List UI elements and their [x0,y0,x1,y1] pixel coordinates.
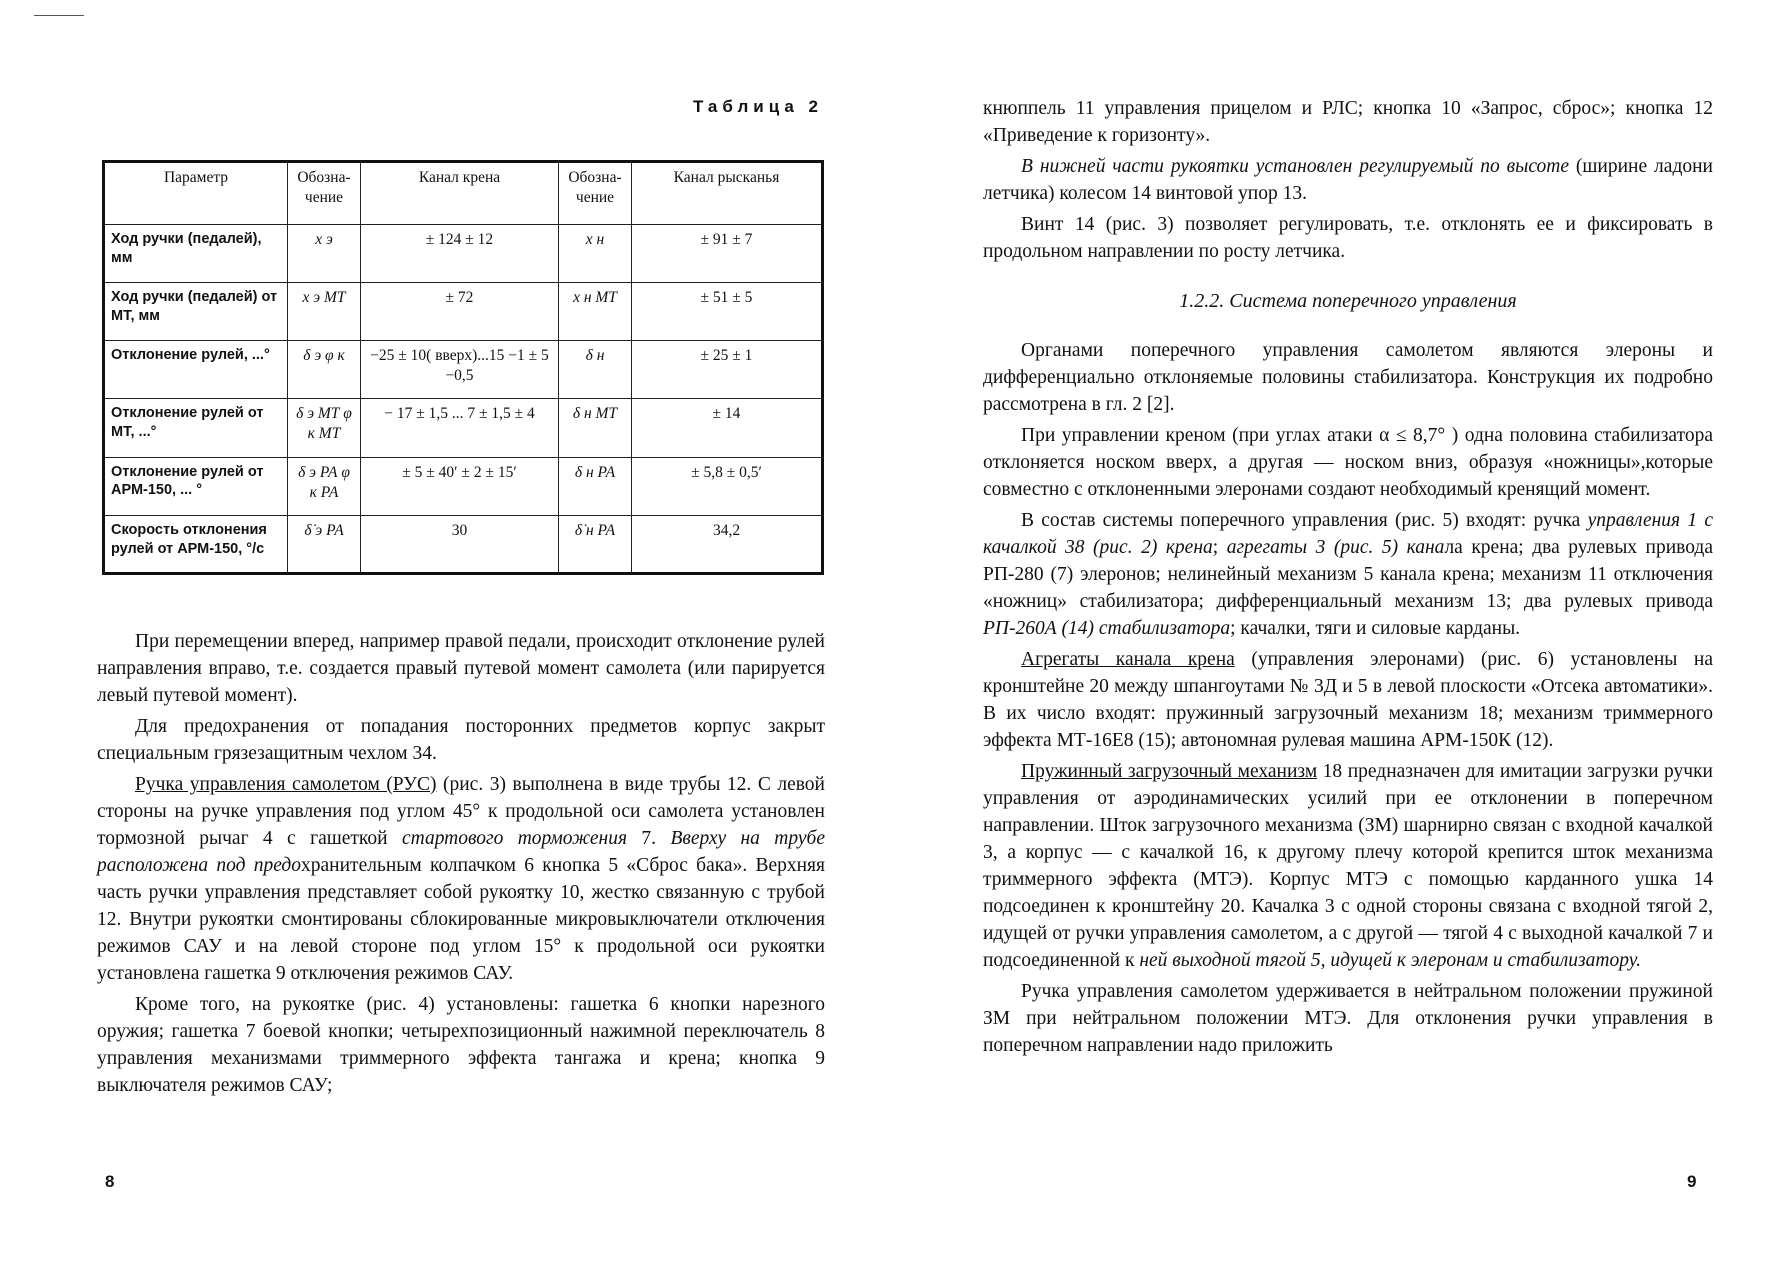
roll-value-cell: ± 124 ± 12 [361,225,559,283]
header-parameter: Параметр [104,162,288,225]
symbol-cell: δ н МТ [559,399,632,457]
param-cell: Ход ручки (педалей), мм [104,225,288,283]
term-spring-mechanism: Пружинный загрузочный механизм [1021,761,1318,782]
yaw-value-cell: ± 51 ± 5 [632,283,823,341]
table-row [104,515,823,573]
symbol-cell: δ э φ к [288,341,361,399]
page-number-left: 8 [105,1172,115,1191]
paragraph: При управлении креном (при углах атаки α ≤ 8,7° ) одна половина стабилизатора отклоняется носком вверх, а другая — носком вниз, образуя «ножницы»,которые совместно с отклоненными элеронами создают необходимый кренящий момент. [983,425,1713,500]
header-symbol-yaw: Обозна-чение [559,162,632,225]
table-header-row [104,162,823,225]
param-cell: Скорость отклонения рулей от АРМ-150, °/с [104,515,288,573]
yaw-value-cell: ± 91 ± 7 [632,225,823,283]
paragraph: Ручка управления самолетом (РУС) (рис. 3) выполнена в виде трубы 12. С левой стороны на ручке управления под углом 45° к продольной оси самолета установлен тормозной рычаг 4 с гашеткой стартового торможения 7. Вверху на трубе расположена под предохранительным колпачком 6 кнопка 5 «Сброс бака». Верхняя часть ручки управления представляет собой рукоятку 10, жестко связанную с трубой 12. Внутри рукоятки смонтированы сблокированные микровыключатели отключения режимов САУ и на левой стороне под углом 15° к продольной оси рукоятки установлена гашетка 9 отключения режимов САУ. [97,774,825,984]
roll-value-cell: − 17 ± 1,5 ... 7 ± 1,5 ± 4 [361,399,559,457]
yaw-value-cell: ± 14 [632,399,823,457]
term-roll-units: Агрегаты канала крена [1021,649,1235,670]
term-rus: Ручка управления самолетом (РУС) [135,774,437,795]
left-page [0,0,893,1263]
symbol-cell: x н [559,225,632,283]
param-cell: Отклонение рулей от МТ, ...° [104,399,288,457]
page-number-right: 9 [1687,1172,1697,1191]
paragraph: Кроме того, на рукоятке (рис. 4) установлены: гашетка 6 кнопки нарезного оружия; гашетка 7 боевой кнопки; четырехпозиционный нажимной переключатель 8 управления механизмами триммерного эффекта тангажа и крена; кнопка 9 выключателя режимов САУ; [97,994,825,1096]
left-body-text [97,628,825,1103]
right-page [893,0,1787,1263]
right-body-text-main [983,337,1713,1063]
paragraph: кнюппель 11 управления прицелом и РЛС; кнопка 10 «Запрос, сброс»; кнопка 12 «Приведение к горизонту». [983,98,1713,146]
symbol-cell: δ н [559,341,632,399]
paragraph: Органами поперечного управления самолетом являются элероны и дифференциально отклоняемые половины стабилизатора. Конструкция их подробно рассмотрена в гл. 2 [2]. [983,340,1713,415]
symbol-cell: δ э РА φ к РА [288,457,361,515]
header-yaw-channel: Канал рысканья [632,162,823,225]
roll-value-cell: −25 ± 10( вверх)...15 −1 ± 5 −0,5 [361,341,559,399]
yaw-value-cell: ± 25 ± 1 [632,341,823,399]
symbol-cell: δ̇ э РА [288,515,361,573]
paragraph: Для предохранения от попадания посторонних предметов корпус закрыт специальным грязезащитным чехлом 34. [97,716,825,764]
symbol-cell: x э МТ [288,283,361,341]
symbol-cell: x э [288,225,361,283]
paragraph: Винт 14 (рис. 3) позволяет регулировать, т.е. отклонять ее и фиксировать в продольном направлении по росту летчика. [983,214,1713,262]
yaw-value-cell: 34,2 [632,515,823,573]
symbol-cell: δ н РА [559,457,632,515]
paragraph: Пружинный загрузочный механизм 18 предназначен для имитации загрузки ручки управления от аэродинамических усилий при ее отклонении в поперечном направлении. Шток загрузочного механизма (ЗМ) шарнирно связан с входной качалкой 3, а корпус — с качалкой 16, к другому плечу которой крепится шток механизма триммерного эффекта (МТЭ). Корпус МТЭ с помощью карданного ушка 14 подсоединен к кронштейну 20. Качалка 3 с одной стороны связана с входной тягой 2, идущей от ручки управления самолетом, а с другой — тягой 4 с выходной качалкой 7 и подсоединенной к ней выходной тягой 5, идущей к элеронам и стабилизатору. [983,761,1713,971]
roll-value-cell: ± 72 [361,283,559,341]
roll-value-cell: ± 5 ± 40′ ± 2 ± 15′ [361,457,559,515]
table-caption: Таблица 2 [692,97,823,116]
header-symbol-roll: Обозна-чение [288,162,361,225]
table-row [104,283,823,341]
paragraph: Ручка управления самолетом удерживается в нейтральном положении пружиной ЗМ при нейтральном положении МТЭ. Для отклонения ручки управления в поперечном направлении надо приложить [983,981,1713,1056]
roll-value-cell: 30 [361,515,559,573]
symbol-cell: x н МТ [559,283,632,341]
paragraph: В состав системы поперечного управления (рис. 5) входят: ручка управления 1 с качалкой 38 (рис. 2) крена; агрегаты 3 (рис. 5) канала крена; два рулевых привода РП-280 (7) элеронов; нелинейный механизм 5 канала крена; механизм 11 отключения «ножниц» стабилизатора; дифференциальный механизм 13; два рулевых привода РП-260А (14) стабилизатора; качалки, тяги и силовые карданы. [983,510,1714,639]
symbol-cell: δ э МТ φ к МТ [288,399,361,457]
scan-corner-mark [34,15,84,16]
section-heading: 1.2.2. Система поперечного управления [1179,290,1517,312]
paragraph: Агрегаты канала крена (управления элеронами) (рис. 6) установлены на кронштейне 20 между шпангоутами № 3Д и 5 в левой плоскости «Отсека автоматики». В их число входят: пружинный загрузочный механизм 18; механизм триммерного эффекта МТ-16Е8 (15); автономная рулевая машина АРМ-150К (12). [983,649,1713,751]
param-cell: Отклонение рулей, ...° [104,341,288,399]
param-cell: Ход ручки (педалей) от МТ, мм [104,283,288,341]
table-row [104,341,823,399]
paragraph: В нижней части рукоятки установлен регулируемый по высоте (ширине ладони летчика) колесом 14 винтовой упор 13. [983,156,1713,204]
param-cell: Отклонение рулей от АРМ-150, ... ° [104,457,288,515]
right-body-text-top [983,95,1713,269]
yaw-value-cell: ± 5,8 ± 0,5′ [632,457,823,515]
table-row [104,225,823,283]
paragraph: При перемещении вперед, например правой педали, происходит отклонение рулей направления вправо, т.е. создается правый путевой момент самолета (или парируется левый путевой момент). [97,631,825,706]
symbol-cell: δ̇ н РА [559,515,632,573]
table-row [104,399,823,457]
header-roll-channel: Канал крена [361,162,559,225]
table-row [104,457,823,515]
parameters-table [102,160,824,575]
